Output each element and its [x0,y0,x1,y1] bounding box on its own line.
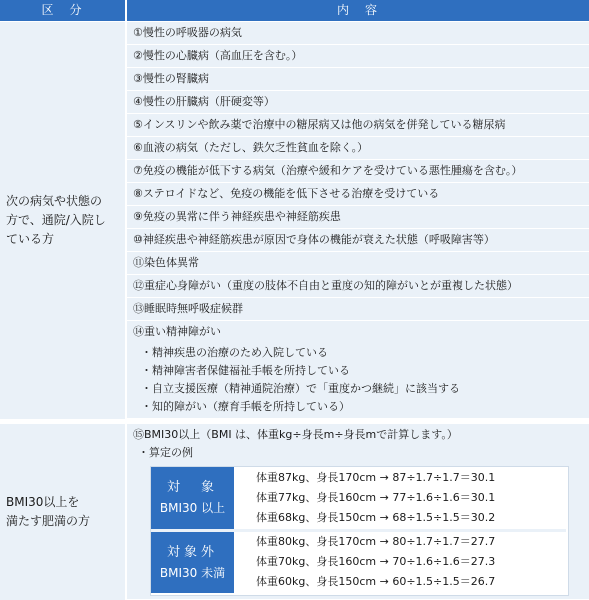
list-item: ①慢性の呼吸器の病気 [127,22,589,45]
list-item: ⑧ステロイドなど、免疫の機能を低下させる治療を受けている [127,183,589,206]
example-label: ・算定の例 [138,446,193,459]
calc-row: 体重80kg、身長170cm → 80÷1.7÷1.7＝27.7 [256,535,496,548]
mental-disability-title: ⑭重い精神障がい [133,325,221,338]
badge-nontarget [151,532,234,593]
badge-nontarget-line1: 対象外 [166,544,218,560]
sub-item: ・精神疾患の治療のため入院している [141,346,328,359]
category-obesity-label-cell [0,424,125,600]
list-item: ⑤インスリンや飲み薬で治療中の糖尿病又は他の病気を併発している糖尿病 [127,114,589,137]
list-item: ⑬睡眠時無呼吸症候群 [127,298,589,321]
category-illness-label-cell [0,22,125,419]
badge-target [151,467,234,529]
list-item: ②慢性の心臓病（高血圧を含む。） [127,45,589,68]
list-item: ③慢性の腎臓病 [127,68,589,91]
list-item: ⑨免疫の異常に伴う神経疾患や神経筋疾患 [127,206,589,229]
badge-target-line1: 対 象 [166,480,218,495]
calc-row: 体重60kg、身長150cm → 60÷1.5÷1.5＝26.7 [256,575,496,588]
column-header-content: 内 容 [127,0,589,21]
category-illness-label: 次の病気や状態の 方で、通院/入院し ている方 [6,194,106,246]
sub-item: ・自立支援医療（精神通院治療）で「重度かつ継続」に該当する [141,382,460,395]
column-header-category: 区 分 [0,0,125,21]
list-item: ④慢性の肝臓病（肝硬変等） [127,91,589,114]
calc-row: 体重77kg、身長160cm → 77÷1.6÷1.6＝30.1 [256,491,496,504]
calc-row: 体重70kg、身長160cm → 70÷1.6÷1.6＝27.3 [256,555,496,568]
list-item: ⑥血液の病気（ただし、鉄欠乏性貧血を除く。） [127,137,589,160]
sub-item: ・知的障がい（療育手帳を所持している） [141,400,350,413]
list-item: ⑦免疫の機能が低下する病気（治療や緩和ケアを受けている悪性腫瘍を含む。） [127,160,589,183]
list-item: ⑩神経疾患や神経筋疾患が原因で身体の機能が衰えた状態（呼吸障害等） [127,229,589,252]
badge-target-line2: BMI30 以上 [159,501,226,515]
list-item: ⑫重症心身障がい（重度の肢体不自由と重度の知的障がいとが重複した状態） [127,275,589,298]
sub-item: ・精神障害者保健福祉手帳を所持している [141,364,350,377]
calc-row: 体重87kg、身長170cm → 87÷1.7÷1.7＝30.1 [256,471,496,484]
category-obesity-label: BMI30以上を 満たす肥満の方 [6,495,91,528]
bmi-criteria-title: ⑮BMI30以上（BMI は、体重kg÷身長m÷身長mで計算します。） [133,428,458,441]
calc-row: 体重68kg、身長150cm → 68÷1.5÷1.5＝30.2 [256,511,496,524]
badge-nontarget-line2: BMI30 未満 [159,565,226,580]
list-item: ⑪染色体異常 [127,252,589,275]
